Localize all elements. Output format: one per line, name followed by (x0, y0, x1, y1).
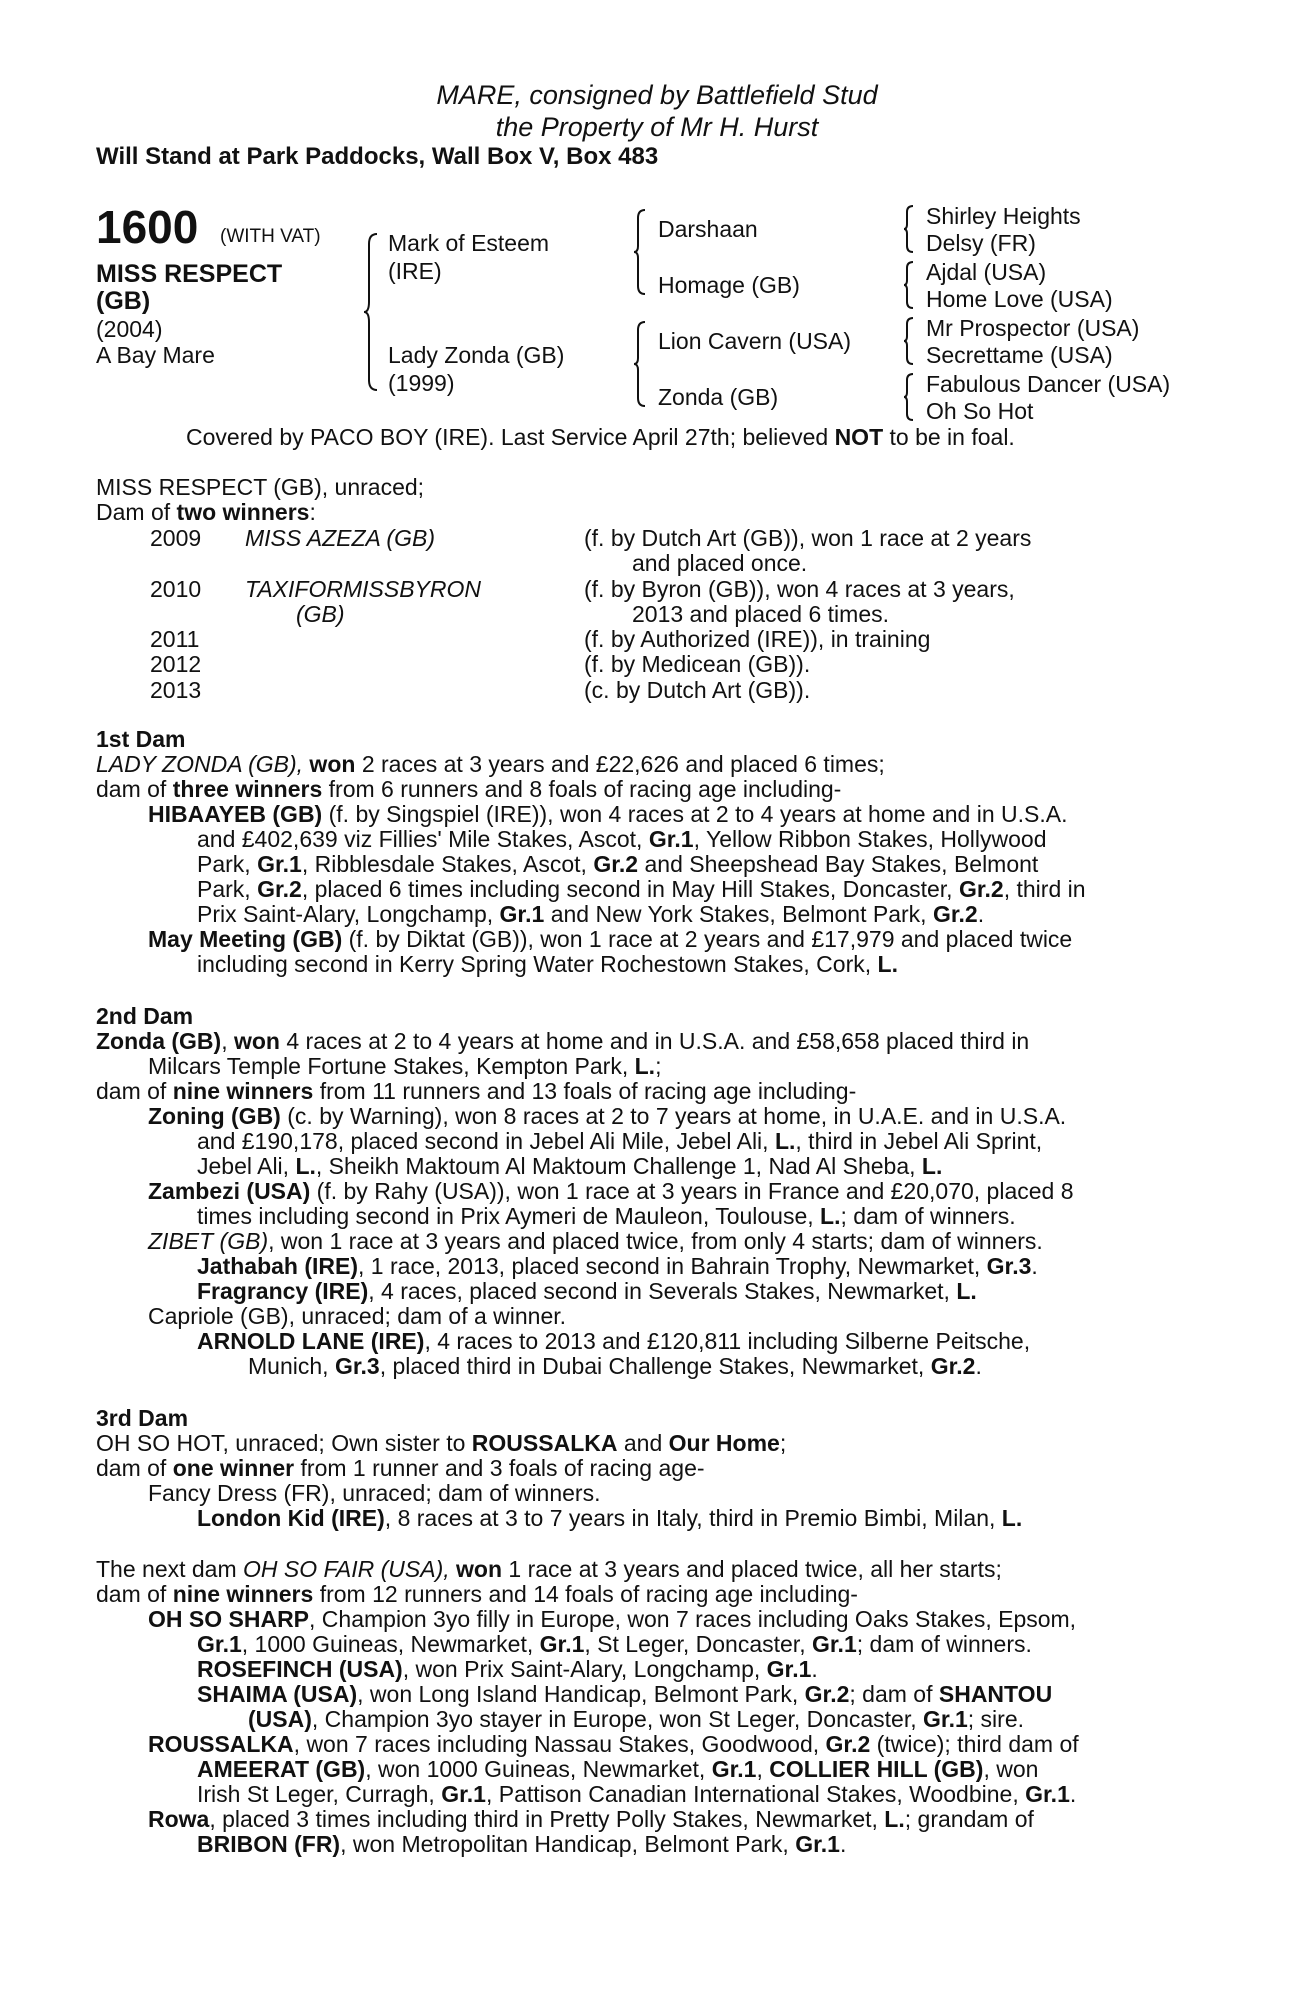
produce-detail: (f. by Authorized (IRE)), in training (584, 626, 931, 652)
first-dam-line: May Meeting (GB) (f. by Diktat (GB)), won 1 race at 2 years and £17,979 and placed twice (148, 926, 1073, 952)
first-dam-line: dam of three winners from 6 runners and 8 foals of racing age including- (96, 776, 842, 802)
horse-desc: A Bay Mare (96, 342, 215, 368)
pedigree-sdd: Home Love (USA) (926, 286, 1113, 312)
pedigree-brace-main (364, 232, 378, 392)
pedigree-brace-sd (904, 260, 914, 310)
pedigree-sss: Shirley Heights (926, 203, 1081, 229)
next-dam-line: ROSEFINCH (USA), won Prix Saint-Alary, Longchamp, Gr.1. (197, 1656, 818, 1682)
pedigree-brace-dd (904, 372, 914, 422)
pedigree-brace-ds (904, 316, 914, 366)
produce-name: MISS AZEZA (GB) (245, 525, 435, 551)
produce-dam-of: Dam of two winners: (96, 499, 316, 525)
next-dam-line: ROUSSALKA, won 7 races including Nassau Stakes, Goodwood, Gr.2 (twice); third dam of (148, 1731, 1079, 1757)
next-dam-line: The next dam OH SO FAIR (USA), won 1 race at 3 years and placed twice, all her starts; (96, 1556, 1002, 1582)
pedigree-brace-dam (634, 320, 646, 408)
pedigree-ssd: Delsy (FR) (926, 230, 1036, 256)
pedigree-brace-sire (634, 208, 646, 296)
second-dam-line: Milcars Temple Fortune Stakes, Kempton Park, L.; (148, 1053, 662, 1079)
second-dam-line: Munich, Gr.3, placed third in Dubai Challenge Stakes, Newmarket, Gr.2. (248, 1353, 982, 1379)
produce-year: 2012 (150, 651, 202, 677)
first-dam-heading: 1st Dam (96, 726, 186, 752)
pedigree-ddd: Oh So Hot (926, 398, 1034, 424)
third-dam-line: dam of one winner from 1 runner and 3 foals of racing age- (96, 1455, 705, 1481)
header-stand: Will Stand at Park Paddocks, Wall Box V, Box 483 (96, 143, 659, 170)
pedigree-sire-country: (IRE) (388, 258, 442, 284)
next-dam-line: Rowa, placed 3 times including third in Pretty Polly Stakes, Newmarket, L.; grandam of (148, 1806, 1034, 1832)
second-dam-line: Zoning (GB) (c. by Warning), won 8 races at 2 to 7 years at home, in U.A.E. and in U.S.A. (148, 1103, 1067, 1129)
first-dam-line: HIBAAYEB (GB) (f. by Singspiel (IRE)), won 4 races at 2 to 4 years at home and in U.S.A. (148, 801, 1068, 827)
header-owner: the Property of Mr H. Hurst (495, 112, 819, 142)
second-dam-line: and £190,178, placed second in Jebel Ali Mile, Jebel Ali, L., third in Jebel Ali Sprint, (197, 1128, 1043, 1154)
next-dam-line: BRIBON (FR), won Metropolitan Handicap, Belmont Park, Gr.1. (197, 1831, 847, 1857)
produce-intro: MISS RESPECT (GB), unraced; (96, 474, 425, 500)
produce-detail: and placed once. (632, 550, 808, 576)
first-dam-line: and £402,639 viz Fillies' Mile Stakes, Ascot, Gr.1, Yellow Ribbon Stakes, Hollywood (197, 826, 1047, 852)
header-consignor: MARE, consigned by Battlefield Stud (436, 80, 878, 110)
first-dam-line: LADY ZONDA (GB), won 2 races at 3 years and £22,626 and placed 6 times; (96, 751, 885, 777)
horse-year: (2004) (96, 316, 163, 342)
horse-name: MISS RESPECT (96, 260, 283, 288)
second-dam-line: Jathabah (IRE), 1 race, 2013, placed second in Bahrain Trophy, Newmarket, Gr.3. (197, 1253, 1038, 1279)
produce-name: TAXIFORMISSBYRON (245, 576, 481, 602)
second-dam-line: Jebel Ali, L., Sheikh Maktoum Al Maktoum Challenge 1, Nad Al Sheba, L. (197, 1153, 943, 1179)
pedigree-dam-dam: Zonda (GB) (658, 384, 779, 410)
second-dam-line: Zambezi (USA) (f. by Rahy (USA)), won 1 race at 3 years in France and £20,070, placed 8 (148, 1178, 1074, 1204)
second-dam-line: times including second in Prix Aymeri de Mauleon, Toulouse, L.; dam of winners. (197, 1203, 1016, 1229)
next-dam-line: AMEERAT (GB), won 1000 Guineas, Newmarket, Gr.1, COLLIER HILL (GB), won (197, 1756, 1039, 1782)
pedigree-dss: Mr Prospector (USA) (926, 315, 1140, 341)
produce-name: (GB) (296, 601, 345, 627)
produce-year: 2010 (150, 576, 202, 602)
third-dam-heading: 3rd Dam (96, 1405, 189, 1431)
first-dam-line: Prix Saint-Alary, Longchamp, Gr.1 and New York Stakes, Belmont Park, Gr.2. (197, 901, 985, 927)
next-dam-line: SHAIMA (USA), won Long Island Handicap, Belmont Park, Gr.2; dam of SHANTOU (197, 1681, 1053, 1707)
next-dam-line: Gr.1, 1000 Guineas, Newmarket, Gr.1, St Leger, Doncaster, Gr.1; dam of winners. (197, 1631, 1032, 1657)
pedigree-dsd: Secrettame (USA) (926, 342, 1113, 368)
pedigree-sds: Ajdal (USA) (926, 259, 1047, 285)
pedigree-sire: Mark of Esteem (388, 230, 550, 256)
first-dam-line: Park, Gr.1, Ribblesdale Stakes, Ascot, Gr.2 and Sheepshead Bay Stakes, Belmont (197, 851, 1039, 877)
pedigree-brace-ss (904, 204, 914, 254)
first-dam-line: Park, Gr.2, placed 6 times including second in May Hill Stakes, Doncaster, Gr.2, third in (197, 876, 1086, 902)
covered-line: Covered by PACO BOY (IRE). Last Service April 27th; believed NOT to be in foal. (186, 424, 1015, 450)
produce-detail: (f. by Medicean (GB)). (584, 651, 811, 677)
produce-detail: (f. by Byron (GB)), won 4 races at 3 years, (584, 576, 1015, 602)
second-dam-line: Fragrancy (IRE), 4 races, placed second in Severals Stakes, Newmarket, L. (197, 1278, 977, 1304)
produce-detail: (f. by Dutch Art (GB)), won 1 race at 2 years (584, 525, 1032, 551)
third-dam-line: OH SO HOT, unraced; Own sister to ROUSSALKA and Our Home; (96, 1430, 787, 1456)
second-dam-line: ARNOLD LANE (IRE), 4 races to 2013 and £120,811 including Silberne Peitsche, (197, 1328, 1031, 1354)
horse-country: (GB) (96, 287, 151, 315)
second-dam-heading: 2nd Dam (96, 1003, 194, 1029)
next-dam-line: dam of nine winners from 12 runners and 14 foals of racing age including- (96, 1581, 858, 1607)
pedigree-sire-sire: Darshaan (658, 216, 758, 242)
second-dam-line: ZIBET (GB), won 1 race at 3 years and placed twice, from only 4 starts; dam of winners. (148, 1228, 1043, 1254)
lot-vat: (WITH VAT) (220, 226, 321, 247)
produce-year: 2011 (150, 626, 200, 652)
produce-detail: (c. by Dutch Art (GB)). (584, 677, 811, 703)
pedigree-dam-year: (1999) (388, 370, 455, 396)
next-dam-line: (USA), Champion 3yo stayer in Europe, won St Leger, Doncaster, Gr.1; sire. (248, 1706, 1025, 1732)
produce-detail: 2013 and placed 6 times. (632, 601, 890, 627)
second-dam-line: Zonda (GB), won 4 races at 2 to 4 years at home and in U.S.A. and £58,658 placed third in (96, 1028, 1030, 1054)
pedigree-dam: Lady Zonda (GB) (388, 342, 565, 368)
produce-year: 2009 (150, 525, 202, 551)
next-dam-line: OH SO SHARP, Champion 3yo filly in Europe, won 7 races including Oaks Stakes, Epsom, (148, 1606, 1077, 1632)
next-dam-line: Irish St Leger, Curragh, Gr.1, Pattison Canadian International Stakes, Woodbine, Gr.1. (197, 1781, 1077, 1807)
second-dam-line: Capriole (GB), unraced; dam of a winner. (148, 1303, 567, 1329)
second-dam-line: dam of nine winners from 11 runners and 13 foals of racing age including- (96, 1078, 857, 1104)
third-dam-line: London Kid (IRE), 8 races at 3 to 7 years in Italy, third in Premio Bimbi, Milan, L. (197, 1505, 1023, 1531)
pedigree-dam-sire: Lion Cavern (USA) (658, 328, 852, 354)
produce-year: 2013 (150, 677, 202, 703)
pedigree-dds: Fabulous Dancer (USA) (926, 371, 1171, 397)
third-dam-line: Fancy Dress (FR), unraced; dam of winners. (148, 1480, 601, 1506)
pedigree-sire-dam: Homage (GB) (658, 272, 800, 298)
first-dam-line: including second in Kerry Spring Water Rochestown Stakes, Cork, L. (197, 951, 898, 977)
lot-number: 1600 (96, 201, 199, 253)
